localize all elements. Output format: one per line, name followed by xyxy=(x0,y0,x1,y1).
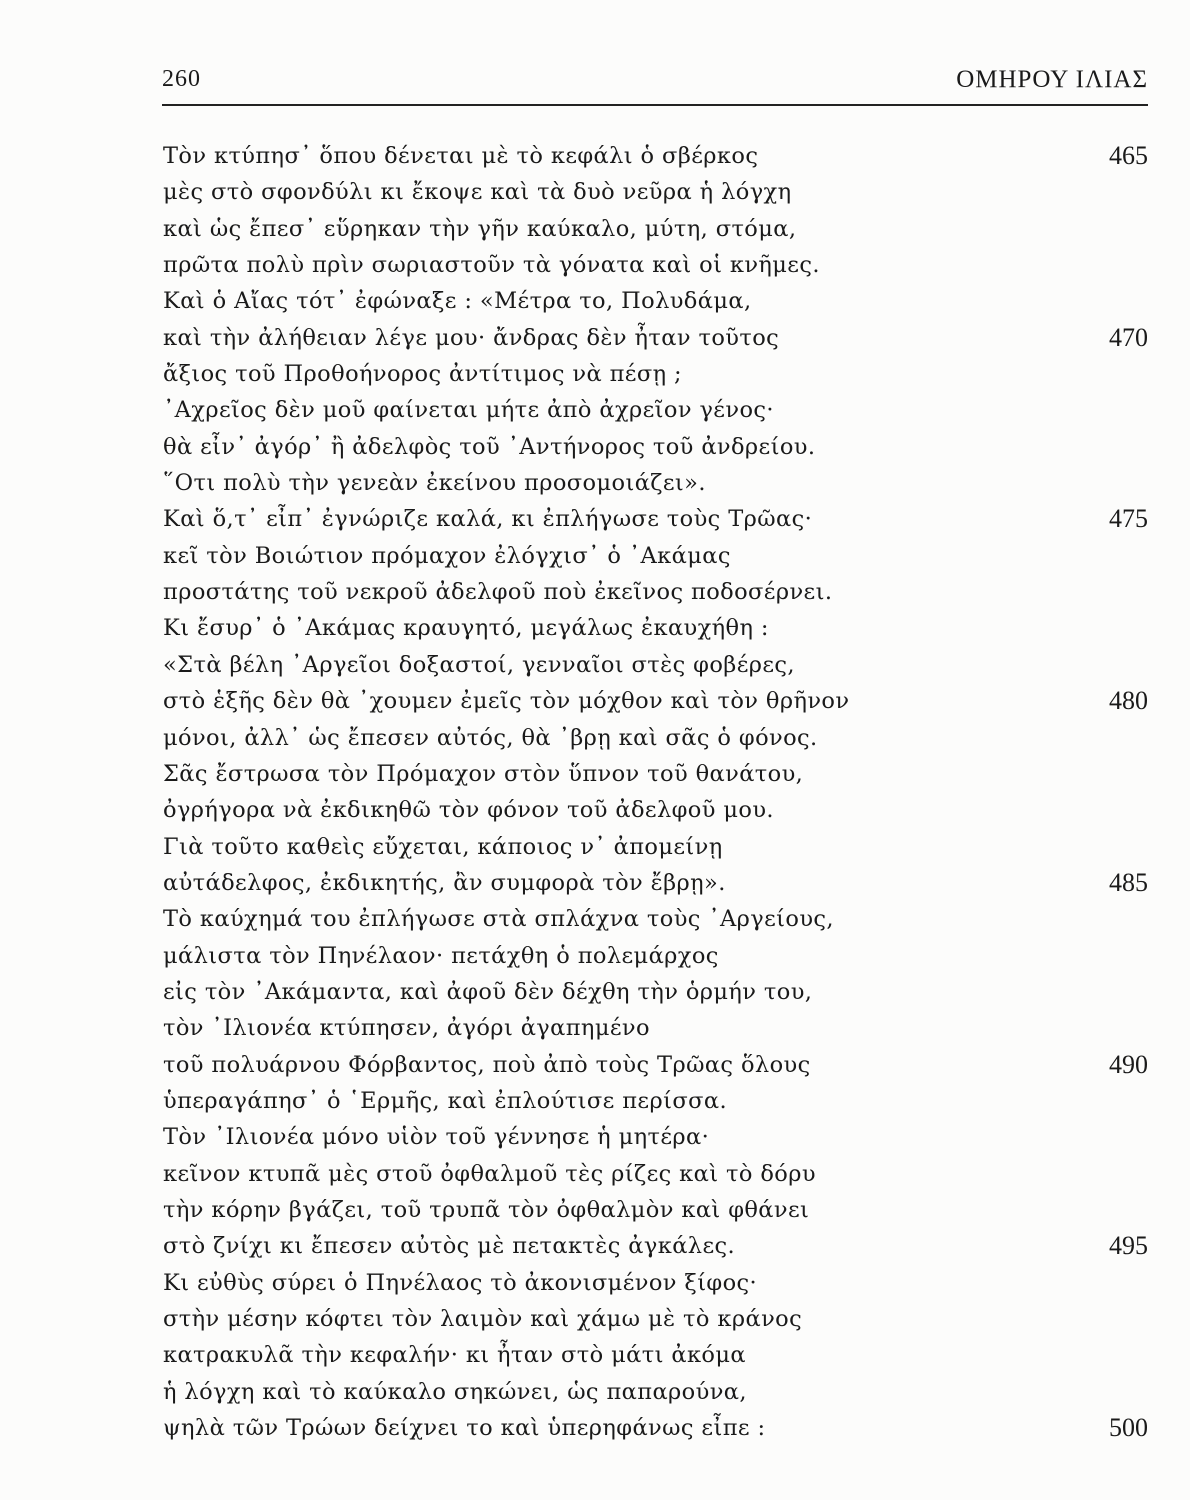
verse-text: καὶ τὴν ἀλήθειαν λέγε μου· ἄνδρας δὲν ἦταν τοῦτος xyxy=(163,324,780,351)
verse-text: ὑπεραγάπησ᾽ ὁ ῾Ερμῆς, καὶ ἐπλούτισε περίσσα. xyxy=(163,1087,727,1114)
verse-line xyxy=(163,211,1148,247)
verse-line xyxy=(163,938,1148,974)
line-number: 490 xyxy=(1109,1049,1148,1079)
verse-line xyxy=(163,1083,1148,1119)
verse-line xyxy=(163,610,1148,646)
verse-text: ᾽Αχρεῖος δὲν μοῦ φαίνεται μήτε ἀπὸ ἀχρεῖον γένος· xyxy=(163,397,774,424)
verse-text: πρῶτα πολὺ πρὶν σωριαστοῦν τὰ γόνατα καὶ οἱ κνῆμες. xyxy=(163,252,820,279)
verse-text: Γιὰ τοῦτο καθεὶς εὔχεται, κάποιος ν᾽ ἀπομείνῃ xyxy=(163,833,723,860)
verse-line xyxy=(163,647,1148,683)
verse-line xyxy=(163,1374,1148,1410)
verse-text: τὸν ᾽Ιλιονέα κτύπησεν, ἀγόρι ἀγαπημένο xyxy=(163,1015,650,1042)
verse-line xyxy=(163,392,1148,428)
verse-line xyxy=(163,1156,1148,1192)
verse-line xyxy=(163,356,1148,392)
verse-line xyxy=(163,792,1148,828)
verse-text: αὐτάδελφος, ἐκδικητής, ἂν συμφορὰ τὸν ἔβρῃ». xyxy=(163,869,726,896)
verse-line xyxy=(163,1192,1148,1228)
header-rule xyxy=(162,104,1148,106)
verse-line xyxy=(163,429,1148,465)
verse-text: στὸ ἑξῆς δὲν θὰ ᾽χουμεν ἐμεῖς τὸν μόχθον καὶ τὸν θρῆνον xyxy=(163,688,850,715)
verse-line xyxy=(163,683,1148,719)
verse-line xyxy=(163,574,1148,610)
verse-line xyxy=(163,720,1148,756)
page-header xyxy=(162,62,1148,102)
verse-text: Κι εὐθὺς σύρει ὁ Πηνέλαος τὸ ἀκονισμένον ξίφος· xyxy=(163,1269,758,1296)
verse-text: μάλιστα τὸν Πηνέλαον· πετάχθη ὁ πολεμάρχος xyxy=(163,942,719,969)
verse-text: ψηλὰ τῶν Τρώων δείχνει το καὶ ὑπερηφάνως εἶπε : xyxy=(163,1415,766,1442)
verse-text: ἡ λόγχη καὶ τὸ καύκαλο σηκώνει, ὡς παπαρούνα, xyxy=(163,1378,747,1405)
verse-text: μὲς στὸ σφονδύλι κι ἔκοψε καὶ τὰ δυὸ νεῦρα ἡ λόγχη xyxy=(163,179,792,206)
verse-text: Καὶ ὁ Αἴας τότ᾽ ἐφώναξε : «Μέτρα το, Πολυδάμα, xyxy=(163,288,752,315)
line-number: 485 xyxy=(1109,867,1148,897)
verse-text: στὴν μέσην κόφτει τὸν λαιμὸν καὶ χάμω μὲ τὸ κράνος xyxy=(163,1306,803,1332)
line-number: 475 xyxy=(1109,504,1148,534)
verse-text: Τὸ καύχημά του ἐπλήγωσε στὰ σπλάχνα τοὺς ᾽Αργείους, xyxy=(163,906,834,933)
verse-line xyxy=(163,174,1148,210)
verse-line xyxy=(163,1265,1148,1301)
verse-text: τὴν κόρην βγάζει, τοῦ τρυπᾶ τὸν ὀφθαλμὸν καὶ φθάνει xyxy=(163,1196,810,1223)
verse-line xyxy=(163,247,1148,283)
verse-text: κατρακυλᾶ τὴν κεφαλήν· κι ἦταν στὸ μάτι ἀκόμα xyxy=(163,1342,746,1369)
verse-line xyxy=(163,865,1148,901)
verse-line xyxy=(163,1228,1148,1264)
verse-text: Σᾶς ἔστρωσα τὸν Πρόμαχον στὸν ὕπνον τοῦ θανάτου, xyxy=(163,760,804,787)
verse-text: στὸ ζνίχι κι ἔπεσεν αὐτὸς μὲ πετακτὲς ἀγκάλες. xyxy=(163,1233,736,1260)
verse-line xyxy=(163,829,1148,865)
verse-text: ἄξιος τοῦ Προθοήνορος ἀντίτιμος νὰ πέσῃ ; xyxy=(163,361,683,388)
verse-text: εἰς τὸν ᾽Ακάμαντα, καὶ ἀφοῦ δὲν δέχθη τὴν ὁρμήν του, xyxy=(163,978,813,1005)
verse-line xyxy=(163,901,1148,937)
verse-text: κεῖ τὸν Βοιώτιον πρόμαχον ἐλόγχισ᾽ ὁ ᾽Ακάμας xyxy=(163,542,731,569)
verse-text: Τὸν κτύπησ᾽ ὅπου δένεται μὲ τὸ κεφάλι ὁ σβέρκος xyxy=(163,143,759,169)
verse-line xyxy=(163,465,1148,501)
verse-line xyxy=(163,538,1148,574)
verse-text: καὶ ὡς ἔπεσ᾽ εὕρηκαν τὴν γῆν καύκαλο, μύτη, στόμα, xyxy=(163,215,797,242)
verse-text: μόνοι, ἀλλ᾽ ὡς ἔπεσεν αὐτός, θὰ ᾽βρῃ καὶ σᾶς ὁ φόνος. xyxy=(163,724,818,751)
verse-line xyxy=(163,1410,1148,1446)
poem-text xyxy=(163,138,1148,1446)
verse-text: τοῦ πολυάρνου Φόρβαντος, ποὺ ἀπὸ τοὺς Τρῶας ὅλους xyxy=(163,1051,811,1078)
verse-text: προστάτης τοῦ νεκροῦ ἀδελφοῦ ποὺ ἐκεῖνος ποδοσέρνει. xyxy=(163,579,833,606)
verse-line xyxy=(163,501,1148,537)
verse-text: θὰ εἶν᾽ ἀγόρ᾽ ἢ ἀδελφὸς τοῦ ᾽Αντήνορος τοῦ ἀνδρείου. xyxy=(163,433,816,460)
line-number: 470 xyxy=(1109,322,1148,352)
verse-text: «Στὰ βέλη ᾽Αργεῖοι δοξαστοί, γενναῖοι στὲς φοβέρες, xyxy=(163,651,795,678)
verse-line xyxy=(163,1301,1148,1337)
line-number: 495 xyxy=(1109,1231,1148,1261)
verse-text: Καὶ ὅ,τ᾽ εἶπ᾽ ἐγνώριζε καλά, κι ἐπλήγωσε τοὺς Τρῶας· xyxy=(163,506,813,533)
verse-line xyxy=(163,138,1148,174)
verse-text: ῞Οτι πολὺ τὴν γενεὰν ἐκείνου προσομοιάζει». xyxy=(163,470,706,497)
verse-line xyxy=(163,1010,1148,1046)
line-number: 465 xyxy=(1109,141,1148,170)
page-number: 260 xyxy=(162,66,201,92)
verse-text: Τὸν ᾽Ιλιονέα μόνο υἱὸν τοῦ γέννησε ἡ μητέρα· xyxy=(163,1124,710,1151)
line-number: 500 xyxy=(1109,1413,1148,1443)
verse-line xyxy=(163,756,1148,792)
verse-line xyxy=(163,1337,1148,1373)
verse-line xyxy=(163,283,1148,319)
verse-line xyxy=(163,320,1148,356)
verse-line xyxy=(163,1119,1148,1155)
verse-text: ὀγρήγορα νὰ ἐκδικηθῶ τὸν φόνον τοῦ ἀδελφοῦ μου. xyxy=(163,797,774,824)
running-title: ΟΜΗΡΟΥ ΙΛΙΑΣ xyxy=(956,66,1148,93)
verse-line xyxy=(163,974,1148,1010)
line-number: 480 xyxy=(1109,686,1148,716)
verse-text: κεῖνον κτυπᾶ μὲς στοῦ ὀφθαλμοῦ τὲς ρίζες καὶ τὸ δόρυ xyxy=(163,1160,816,1187)
verse-line xyxy=(163,1047,1148,1083)
verse-text: Κι ἔσυρ᾽ ὁ ᾽Ακάμας κραυγητό, μεγάλως ἐκαυχήθη : xyxy=(163,615,769,642)
